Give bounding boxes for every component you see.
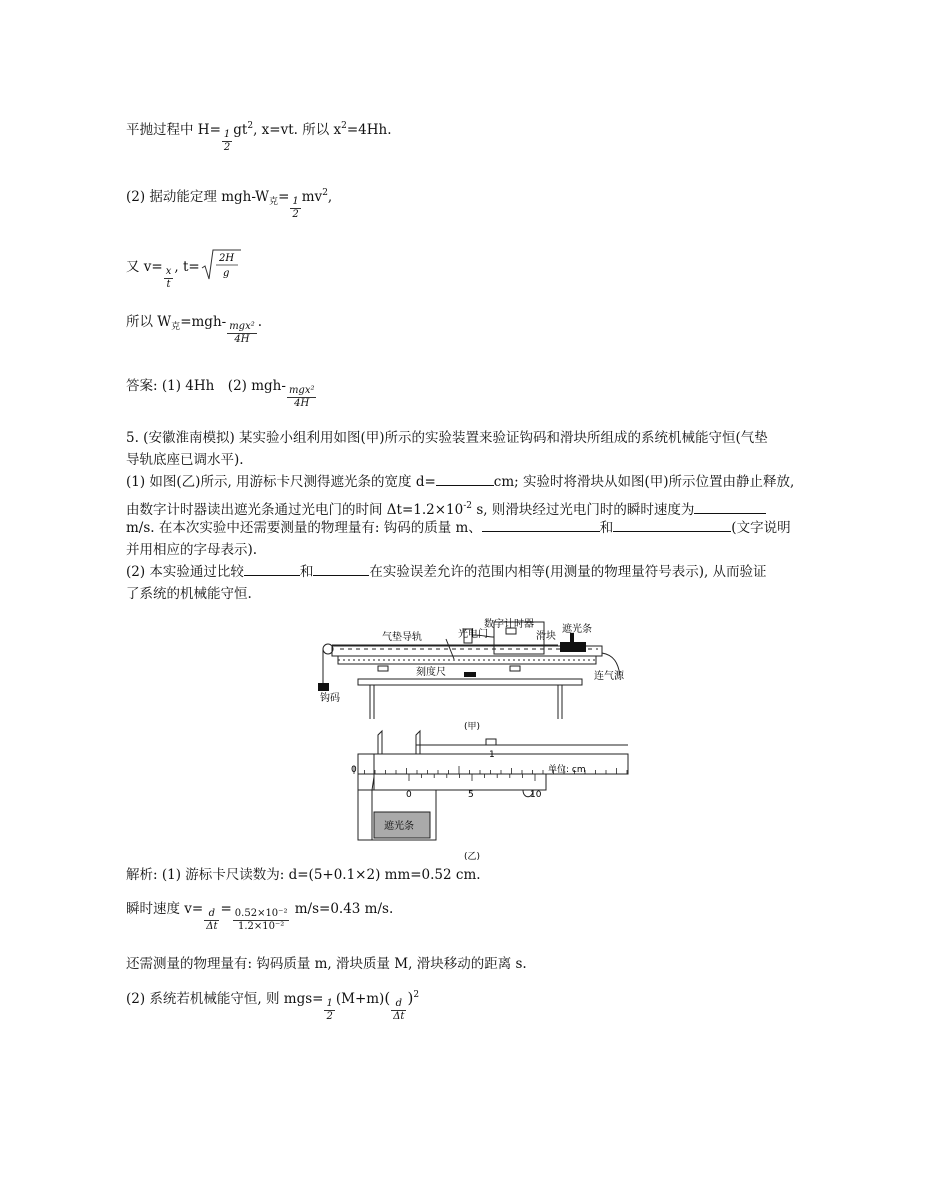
fraction-mgx2-4h [287, 385, 317, 410]
text: (2) 本实验通过比较 [126, 564, 244, 580]
text: m/s. 在本次实验中还需要测量的物理量有: 钩码的质量 m、 [126, 520, 482, 536]
den: 2 [326, 1011, 333, 1022]
sqrt-num: 2H [218, 253, 234, 264]
vernier-label-0: 0 [406, 790, 412, 800]
sup: 2 [247, 121, 254, 131]
label-strip: 遮光条 [562, 624, 592, 635]
num: 1 [223, 129, 231, 140]
main-scale-ticks [354, 766, 627, 774]
answer-blank[interactable] [613, 519, 731, 532]
den: 1.2×10⁻² [237, 921, 285, 932]
num: d [391, 998, 406, 1011]
text: (2) 系统若机械能守恒, 则 mgs= [126, 991, 324, 1007]
text: 平抛过程中 H= [126, 122, 221, 138]
label-scale: 刻度尺 [416, 667, 446, 678]
caliper-upper-jaw [416, 731, 420, 754]
answer-blank[interactable] [244, 563, 300, 576]
solution-part2 [126, 986, 419, 1023]
track-base [338, 656, 596, 664]
num: mgx² [288, 385, 315, 396]
sqrt-symbol [200, 248, 242, 287]
den: 4H [294, 398, 310, 409]
q5-line-a: 5. (安徽淮南模拟) 某实验小组利用如图(甲)所示的实验装置来验证钩码和滑块所组成的系统机械能守恒(气垫 [126, 430, 768, 446]
label-cal-strip: 遮光条 [384, 821, 414, 832]
support [510, 666, 520, 671]
den: 2 [292, 209, 299, 220]
text: 又 v= [126, 259, 163, 275]
text: . [257, 314, 263, 330]
num: x [165, 266, 172, 277]
fraction-x-t [164, 266, 174, 291]
sup: 2 [341, 121, 347, 131]
num: mgx² [229, 321, 255, 332]
sup: 2 [413, 990, 420, 1000]
solution-line-2 [126, 184, 332, 221]
experiment-figure [318, 619, 634, 867]
q5-line-b: 导轨底座已调水平). [126, 452, 244, 468]
text: 所以 W [126, 314, 172, 330]
text: gt [233, 122, 248, 138]
text: s, 则滑块经过光电门时的瞬时速度为 [472, 502, 695, 518]
fraction-d-dt [391, 998, 406, 1023]
ruler-marker [464, 672, 476, 677]
text: 在实验误差允许的范围内相等(用测量的物理量符号表示), 从而验证 [369, 564, 767, 580]
caliper-upper-jaw [378, 731, 382, 754]
num: d [204, 908, 219, 921]
text: (1) 如图(乙)所示, 用游标卡尺测得遮光条的宽度 d= [126, 474, 436, 490]
label-gate: 光电门 [458, 629, 488, 640]
num: 0.52×10⁻² [234, 908, 288, 919]
text: m/s=0.43 m/s. [290, 901, 394, 917]
caption-yi: (乙) [464, 852, 481, 862]
label-timer: 数字计时器 [484, 619, 534, 630]
answer-blank[interactable] [436, 473, 494, 486]
vernier-scale-ticks [409, 774, 535, 781]
solution-part1: 解析: (1) 游标卡尺读数为: d=(5+0.1×2) mm=0.52 cm. [126, 867, 481, 883]
den: 4H [234, 334, 250, 345]
vernier-label-5: 5 [468, 790, 474, 800]
q5-line-e [126, 519, 791, 537]
paren: ) [407, 989, 414, 1007]
den: Δt [206, 921, 218, 932]
fraction-half [290, 196, 300, 221]
main-label-1: 1 [489, 750, 495, 760]
solution-quantities: 还需测量的物理量有: 钩码质量 m, 滑块质量 M, 滑块移动的距离 s. [126, 956, 527, 972]
fraction-half [222, 129, 232, 154]
fraction-d-dt [204, 908, 219, 933]
text: 和 [599, 520, 614, 536]
text: 和 [299, 564, 314, 580]
text: (M+m) [335, 991, 385, 1007]
solution-velocity [126, 900, 393, 933]
support [378, 666, 388, 671]
den: 2 [223, 142, 231, 153]
vernier-slide [374, 774, 546, 790]
solution-line-4 [126, 313, 262, 346]
text: , t= [174, 259, 200, 275]
q5-line-f: 并用相应的字母表示). [126, 542, 258, 558]
table-top [358, 679, 582, 685]
num: 1 [292, 196, 299, 207]
slider [560, 642, 586, 652]
text: (2) 据动能定理 mgh-W [126, 189, 270, 205]
caption-jia: (甲) [464, 722, 481, 732]
q5-line-g [126, 563, 767, 581]
q5-line-h: 了系统的机械能守恒. [126, 586, 252, 602]
text: = [220, 901, 232, 917]
fraction-half [324, 998, 334, 1023]
text: 答案: (1) 4Hh (2) mgh- [126, 378, 286, 394]
den: t [166, 279, 171, 290]
sub: 克 [171, 322, 181, 332]
num: 1 [326, 998, 333, 1009]
caliper-jaw [358, 754, 374, 840]
label-slider: 滑块 [536, 631, 556, 642]
q5-line-c [126, 473, 794, 491]
text: (文字说明 [731, 520, 791, 536]
text: =mgh- [180, 314, 227, 330]
fraction-value [233, 908, 290, 933]
text: =4Hh. [346, 122, 392, 138]
text: = [278, 189, 290, 205]
answer-blank[interactable] [482, 519, 600, 532]
fraction-mgx2-4h [227, 321, 257, 346]
text: mv [301, 189, 323, 205]
text: cm; 实验时将滑块从如图(甲)所示位置由静止释放, [493, 474, 795, 490]
text: 由数字计时器读出遮光条通过光电门的时间 Δt=1.2×10 [126, 502, 464, 518]
answer-line [126, 377, 317, 410]
answer-blank[interactable] [313, 563, 369, 576]
main-label-0: 0 [351, 765, 357, 775]
label-air: 连气源 [594, 671, 624, 682]
text: , x=vt. 所以 x [253, 122, 342, 138]
paren: ( [384, 989, 391, 1007]
q5-line-d [126, 497, 766, 519]
answer-blank[interactable] [694, 501, 766, 514]
vernier-label-10: 10 [530, 790, 542, 800]
text: , [327, 189, 333, 205]
sup: -2 [463, 501, 473, 511]
lock-screw [486, 739, 496, 745]
weight [318, 683, 329, 691]
solution-line-3 [126, 248, 242, 291]
label-weight: 钩码 [320, 693, 340, 704]
sub: 克 [269, 197, 279, 207]
sup: 2 [322, 188, 328, 198]
solution-line-1 [126, 117, 392, 154]
unit-label: 单位: cm [548, 765, 586, 775]
sqrt-den: g [222, 268, 230, 279]
text: 瞬时速度 v= [126, 901, 204, 917]
den: Δt [393, 1011, 405, 1022]
label-track: 气垫导轨 [382, 632, 422, 643]
